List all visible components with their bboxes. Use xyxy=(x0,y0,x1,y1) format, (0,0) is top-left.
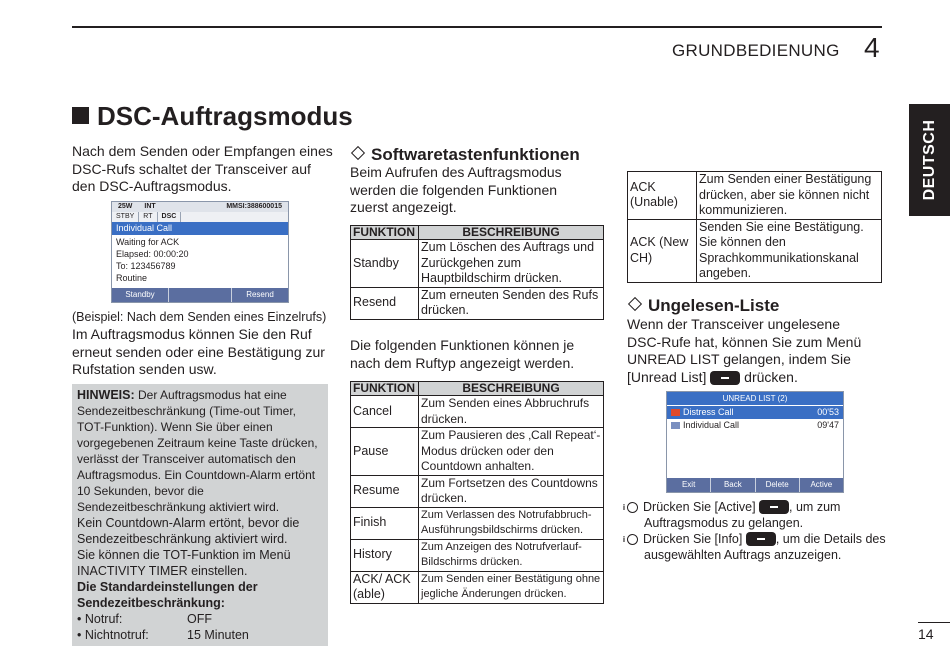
softkey-button-icon xyxy=(710,371,740,385)
description-cell: Zum Verlassen des Notrufabbruch-Ausführungsbildschirms drücken. xyxy=(419,507,604,539)
screen-line: Routine xyxy=(116,273,148,283)
screen-line: To: 123456789 xyxy=(116,261,176,271)
screen-status-bar xyxy=(112,202,288,212)
function-cell: Resend xyxy=(351,287,419,319)
individual-call-icon xyxy=(671,422,680,429)
step-text: Drücken Sie [Info] xyxy=(643,532,743,546)
table-row xyxy=(351,571,604,603)
unread-text-end: drücken. xyxy=(740,368,798,385)
function-cell: Cancel xyxy=(351,396,419,428)
note-box xyxy=(72,384,328,646)
screen-tab: DSC xyxy=(158,212,182,222)
unread-list-screen xyxy=(666,391,844,493)
softkeys-heading xyxy=(350,145,580,165)
table-row xyxy=(351,539,604,571)
chapter-number: 4 xyxy=(864,32,880,63)
softkey-resend: Resend xyxy=(246,290,274,299)
unread-row-time: 00'53 xyxy=(817,407,839,417)
description-cell: Zum Senden eines Abbruchrufs drücken. xyxy=(419,396,604,428)
step-text-end: , um die Details des ausgewählten Auftrags anzuzeigen. xyxy=(644,532,886,562)
softkey-delete: Delete xyxy=(756,478,800,492)
language-tab xyxy=(909,104,950,216)
unread-row-label: Individual Call xyxy=(683,420,740,430)
power-indicator: 25W xyxy=(118,203,133,210)
table-row xyxy=(351,475,604,507)
screen-line: Waiting for ACK xyxy=(116,237,180,247)
screen-header: Individual Call xyxy=(112,222,288,235)
info-step xyxy=(622,531,894,563)
screen-tab: RT xyxy=(139,212,157,222)
diamond-icon xyxy=(351,146,365,160)
table-header-row xyxy=(351,226,604,240)
mode-paragraph: Im Auftragsmodus können Sie den Ruf erneut senden oder eine Bestätigung zur Rufstation senden usw. xyxy=(72,326,325,377)
default-name: • Nichtnotruf: xyxy=(77,628,149,642)
default-value: OFF xyxy=(187,612,212,626)
softkey-back: Back xyxy=(711,478,755,492)
unread-row-time: 09'47 xyxy=(817,420,839,430)
intro-paragraph: Nach dem Senden oder Empfangen eines DSC-Rufs schaltet der Transceiver auf den DSC-Auftragsmodus. xyxy=(72,143,333,194)
note-text-3: Sie können die TOT-Funktion im Menü INACTIVITY TIMER einstellen. xyxy=(77,548,291,578)
int-indicator: INT xyxy=(144,203,156,210)
softkey-active: Active xyxy=(810,480,833,489)
language-tab-label: DEUTSCH xyxy=(920,119,938,201)
col-function: FUNKTION xyxy=(351,382,419,396)
function-cell: ACK (New CH) xyxy=(628,219,697,282)
description-cell: Zum Pausieren des ‚Call Repeat‘-Modus drücken oder den Countdown anhalten. xyxy=(419,428,604,476)
footer-rule xyxy=(918,622,950,623)
diamond-icon xyxy=(628,297,642,311)
note-body: Der Auftragsmodus hat eine Sendezeitbeschränkung (Time-out Timer, TOT-Funktion). Wenn Sie über einen vorgegebenen Zeitraum keine Taste drücken, verlässt der Transceiver automatisch den Auftragsmodus. Ein Countdown-Alarm ertönt 10 Sekunden, bevor die Sendezeitbeschränkung aktiviert wird. xyxy=(77,388,318,514)
col-description: BESCHREIBUNG xyxy=(419,382,604,396)
table-row xyxy=(628,172,882,220)
screen-tabs xyxy=(112,212,288,222)
screen-softkeys xyxy=(112,288,288,302)
function-cell: ACK (Unable) xyxy=(628,172,697,220)
softkey-button-icon xyxy=(759,500,789,514)
table-header-row xyxy=(351,382,604,396)
softkeys-intro: Beim Aufrufen des Auftragsmodus werden die folgenden Funktionen zuerst angezeigt. xyxy=(350,164,562,215)
function-cell: History xyxy=(351,539,419,571)
unread-heading-text: Ungelesen-Liste xyxy=(648,296,780,315)
function-cell: Standby xyxy=(351,240,419,288)
function-cell: Pause xyxy=(351,428,419,476)
page-title-text: DSC-Auftragsmodus xyxy=(97,101,353,131)
description-cell: Zum Löschen des Auftrags und Zurückgehen zum Hauptbildschirm drücken. xyxy=(419,240,604,288)
unread-paragraph xyxy=(627,316,877,386)
info-step xyxy=(622,499,894,531)
table-row xyxy=(351,287,604,319)
function-cell: Finish xyxy=(351,507,419,539)
screen-tab: STBY xyxy=(112,212,139,222)
default-value: 15 Minuten xyxy=(187,628,249,642)
note-text-2: Kein Countdown-Alarm ertönt, bevor die Sendezeitbeschränkung aktiviert wird. xyxy=(77,516,300,546)
square-bullet-icon xyxy=(72,107,89,124)
screen-caption: (Beispiel: Nach dem Senden eines Einzelrufs) xyxy=(72,310,327,324)
table-row xyxy=(351,396,604,428)
page-title xyxy=(72,101,353,132)
unread-screen-title: UNREAD LIST (2) xyxy=(667,392,843,405)
step-text-end: , um zum Auftragsmodus zu gelangen. xyxy=(644,500,841,530)
unread-row xyxy=(667,405,843,419)
softkey-button-icon xyxy=(746,532,776,546)
note-default-row xyxy=(77,611,323,627)
softkeys-table-3 xyxy=(627,171,882,283)
softkeys-table-2 xyxy=(350,381,604,604)
table-row xyxy=(628,219,882,282)
function-cell: Resume xyxy=(351,475,419,507)
note-defaults-heading: Die Standardeinstellungen der Sendezeitbeschränkung: xyxy=(77,580,258,610)
unread-row xyxy=(667,419,843,432)
description-cell: Zum Senden einer Bestätigung ohne jegliche Änderungen drücken. xyxy=(419,571,604,603)
distress-icon xyxy=(671,409,680,416)
col-description: BESCHREIBUNG xyxy=(419,226,604,240)
softkeys-table-1 xyxy=(350,225,604,320)
description-cell: Zum Senden einer Bestätigung drücken, aber sie können nicht kommunizieren. xyxy=(697,172,882,220)
description-cell: Zum erneuten Senden des Rufs drücken. xyxy=(419,287,604,319)
note-default-row xyxy=(77,627,323,643)
page-number: 14 xyxy=(918,626,934,642)
note-label: HINWEIS: xyxy=(77,388,135,402)
screen-line: Elapsed: 00:00:20 xyxy=(116,249,189,259)
default-name: • Notruf: xyxy=(77,612,123,626)
softkeys-intro-2: Die folgenden Funktionen können je nach dem Ruftyp angezeigt werden. xyxy=(350,337,575,371)
screen-body xyxy=(112,235,288,295)
info-icon: i xyxy=(627,534,638,545)
unread-row-label: Distress Call xyxy=(683,407,734,417)
table-row xyxy=(351,240,604,288)
individual-call-screen xyxy=(111,201,289,303)
unread-text: Wenn der Transceiver ungelesene DSC-Rufe hat, können Sie zum Menü UNREAD LIST gelangen, indem Sie [Unread List] xyxy=(627,316,862,385)
step-text: Drücken Sie [Active] xyxy=(643,500,756,514)
info-icon: i xyxy=(627,502,638,513)
softkey-empty xyxy=(169,288,232,302)
table-row xyxy=(351,428,604,476)
header-rule xyxy=(72,26,882,28)
softkeys-heading-text: Softwaretastenfunktionen xyxy=(371,145,580,164)
table-row xyxy=(351,507,604,539)
description-cell: Senden Sie eine Bestätigung. Sie können den Sprachkommunikationskanal angeben. xyxy=(697,219,882,282)
description-cell: Zum Fortsetzen des Countdowns drücken. xyxy=(419,475,604,507)
softkey-standby: Standby xyxy=(112,288,169,302)
function-cell: ACK/ ACK (able) xyxy=(351,571,419,603)
note-text xyxy=(77,387,323,515)
description-cell: Zum Anzeigen des Notrufverlauf-Bildschirms drücken. xyxy=(419,539,604,571)
softkey-exit: Exit xyxy=(667,478,711,492)
mmsi-indicator: MMSI:388600015 xyxy=(226,203,282,210)
section-title: GRUNDBEDIENUNG xyxy=(672,41,840,60)
unread-heading xyxy=(627,296,779,316)
col-function: FUNKTION xyxy=(351,226,419,240)
unread-softkeys xyxy=(667,478,843,492)
